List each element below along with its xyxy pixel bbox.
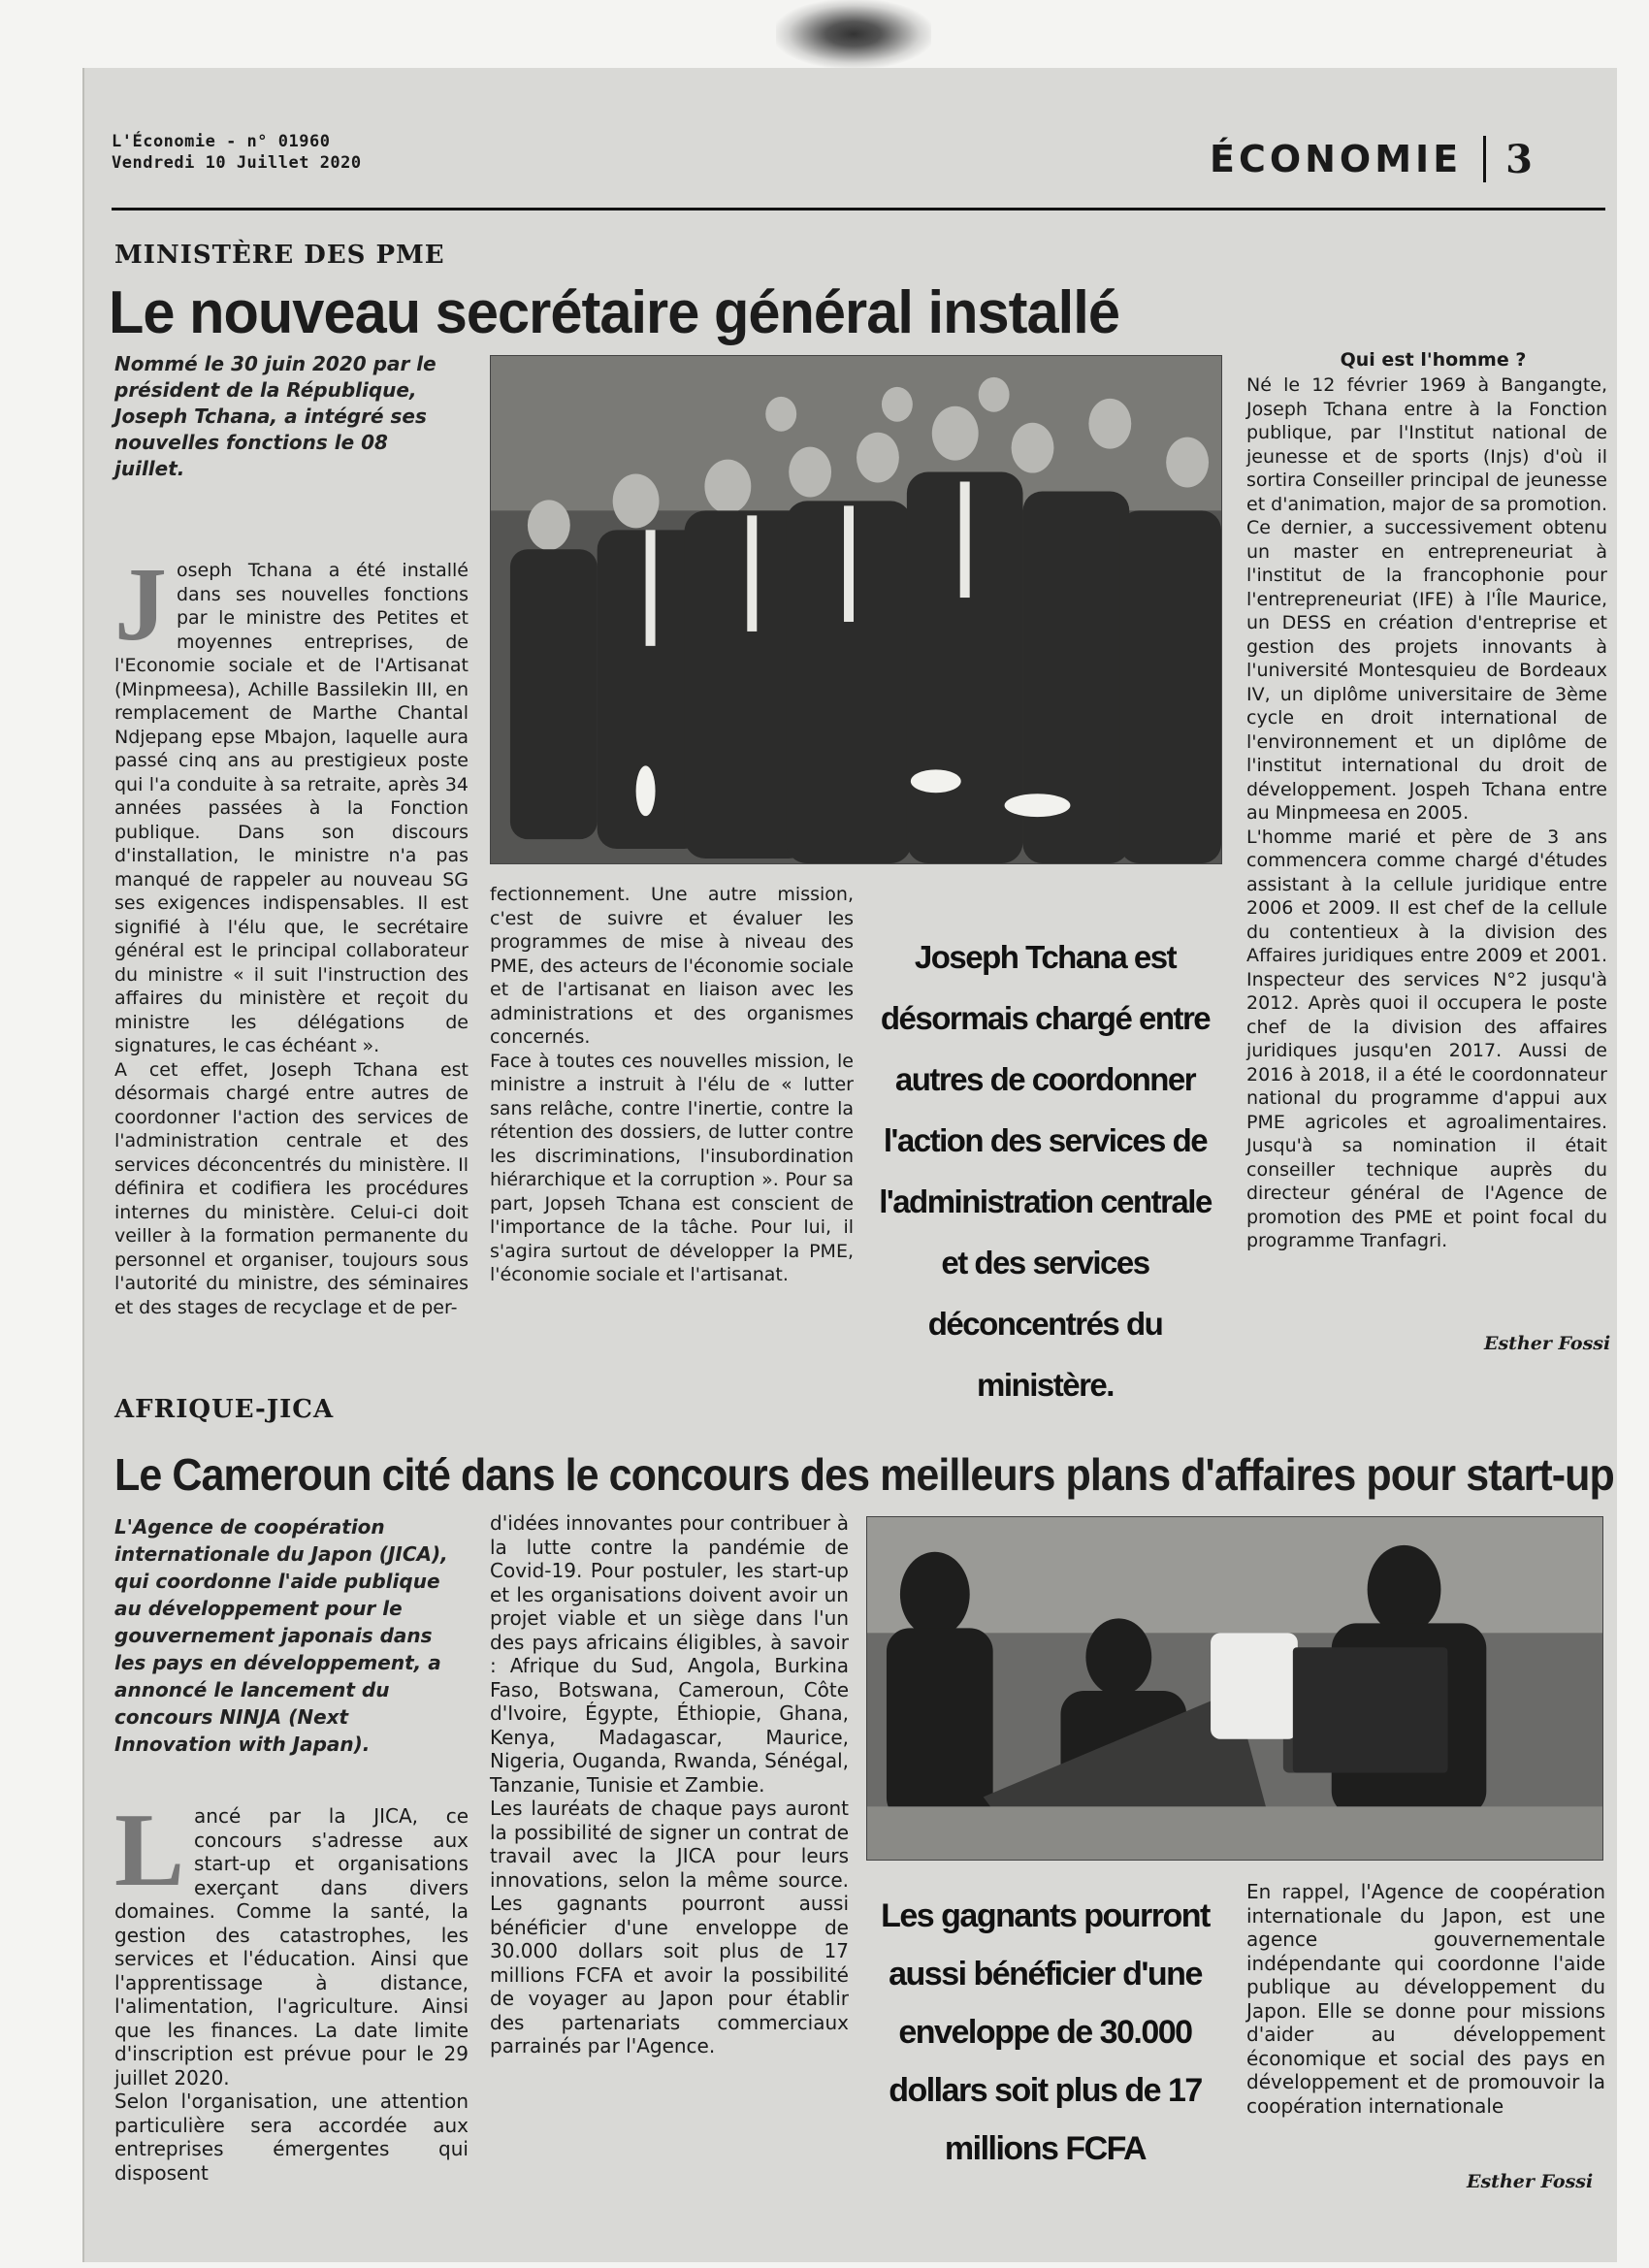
article2-byline: Esther Fossi	[1467, 2171, 1594, 2192]
article1-dropcap: J	[114, 547, 167, 663]
section-rubric: ÉCONOMIE	[1210, 136, 1486, 182]
article2-col2b-text: Les lauréats de chaque pays auront la possibilité de signer un contrat de travail avec la JICA pour leurs innovations, selon la même source. Les gagnants pourront aussi bénéficier d'une enveloppe de 30.000 dollars soit plus de 17 millions FCFA et avoir la possibilité de voyager au Japon pour établir des partenariats commerciaux parrainés par l'Agence.	[490, 1797, 849, 2057]
article1-headline: Le nouveau secrétaire général installé	[109, 279, 1119, 346]
header-rule	[112, 208, 1605, 211]
article2-headline: Le Cameroun cité dans le concours des meilleurs plans d'affaires pour start-up	[114, 1449, 1614, 1500]
article1-chapo: Nommé le 30 juin 2020 par le président de la République, Joseph Tchana, a intégré ses nouvelles fonctions le 08 juillet.	[114, 352, 436, 480]
edition-number: L'Économie - n° 01960	[112, 132, 331, 151]
masthead-info	[112, 131, 362, 174]
article1-col1-text: oseph Tchana a été installé dans ses nouvelles fonctions par le ministre des Petites et moyennes entreprises, de l'Economie sociale et de l'Artisanat (Minpmeesa), Achille Bassilekin III, en remplacement de Marthe Chantal Ndjepang epse Mbajon, laquelle aura passé cinq ans au prestigieux poste qui l'a conduite à sa retraite, après 34 années passées à la Fonction publique. Dans son discours d'installation, le ministre n'a pas manqué de rappeler au nouveau SG ses exigences indispensables. Il est signifié à l'élu que, le secrétaire général est le principal collaborateur du ministre « il suit l'instruction des affaires du ministère et reçoit du ministre les délégations de signatures, le cas échéant ».	[114, 560, 469, 1056]
article2-kicker: AFRIQUE-JICA	[114, 1395, 335, 1424]
section-header	[1210, 136, 1533, 182]
article1-column-1	[114, 547, 469, 1319]
sidebar-title: Qui est l'homme ?	[1340, 349, 1527, 371]
article2-photo	[866, 1516, 1603, 1861]
article1-column-2	[490, 883, 854, 1287]
article2-column-3	[1246, 1880, 1605, 2118]
page-number: 3	[1505, 136, 1533, 182]
article2-col3-text: En rappel, l'Agence de coopération internationale du Japon, est une agence gouvernementale indépendante qui coordonne l'aide publique au développement du Japon. Elle se donne pour missions d'aider au développement économique et social des pays en développement et de promouvoir la coopération internationale	[1246, 1880, 1605, 2118]
article2-col1-text: ancé par la JICA, ce concours s'adresse aux start-up et organisations exerçant dans divers domaines. Comme la santé, la gestion des catastrophes, les services et l'éducation. Ainsi que l'apprentissage à distance, l'alimentation, l'agriculture. Ainsi que les finances. La date limite d'inscription est prévue pour le 29 juillet 2020.	[114, 1804, 469, 2090]
article1-kicker: MINISTÈRE DES PME	[114, 241, 445, 270]
article1-col2b-text: Face à toutes ces nouvelles mission, le ministre a instruit à l'élu de « lutter sans relâche, contre l'inertie, contre la rétention des dossiers, de lutter contre les discriminations, l'insubordination hiérarchique et la corruption ». Pour sa part, Jopseh Tchana est conscient de l'importance de la tâche. Pour lui, il s'agira surtout de développer la PME, l'économie sociale et l'artisanat.	[490, 1050, 854, 1285]
article1-byline: Esther Fossi	[1484, 1333, 1611, 1354]
article2-col1b-text: Selon l'organisation, une attention particulière sera accordée aux entreprises émergentes qui disposent	[114, 2090, 469, 2185]
article1-pullquote: Joseph Tchana est désormais chargé entre autres de coordonner l'action des services de l'administration centrale et des services déconcentrés du ministère.	[879, 939, 1212, 1403]
article1-col2a-text: fectionnement. Une autre mission, c'est de suivre et évaluer les programmes de mise à niveau des PME, des acteurs de l'économie sociale et de l'artisanat en liaison avec les administrations et des organismes concernés.	[490, 884, 854, 1048]
article1-col1b-text: A cet effet, Joseph Tchana est désormais chargé entre autres de coordonner l'action des services de l'administration centrale et des services déconcentrés du ministère. Il définira et codifiera les procédures internes du ministère. Celui-ci doit veiller à la formation permanente du personnel et organiser, toujours sous l'autorité du ministre, des séminaires et des stages de recyclage et de per-	[114, 1058, 469, 1318]
article2-dropcap: L	[114, 1793, 185, 1908]
article2-column-2	[490, 1511, 849, 2058]
article2-column-1	[114, 1793, 469, 2185]
issue-date: Vendredi 10 Juillet 2020	[112, 153, 362, 173]
article2-pullquote: Les gagnants pourront aussi bénéficier d'une enveloppe de 30.000 dollars soit plus de 17 millions FCFA	[881, 1897, 1210, 2167]
article2-col2a-text: d'idées innovantes pour contribuer à la lutte contre la pandémie de Covid-19. Pour postuler, les start-up et les organisations doivent avoir un projet viable et un siège dans l'un des pays africains éligibles, à savoir : Afrique du Sud, Angola, Burkina Faso, Botswana, Cameroun, Côte d'Ivoire, Égypte, Éthiopie, Ghana, Kenya, Madagascar, Maurice, Nigeria, Ouganda, Rwanda, Sénégal, Tanzanie, Tunisie et Zambie.	[490, 1511, 849, 1797]
sidebar-paragraph-2: L'homme marié et père de 3 ans commencera comme chargé d'études assistant à la cellule juridique entre 2006 et 2009. Il est chef de la cellule du contentieux à la division des Affaires juridiques entre 2009 et 2001. Inspecteur des services N°2 jusqu'à 2012. Après quoi il occupera le poste chef de la division des affaires juridiques jusqu'en 2017. Aussi de 2016 à 2018, il a été le coordonnateur national du programme d'appui aux PME agricoles et agroalimentaires. Jusqu'à sa nomination il était conseiller technique auprès du directeur général de l'Agence de promotion des PME et point focal du programme Tranfagri.	[1246, 826, 1607, 1251]
ink-smudge	[776, 0, 931, 68]
article1-photo	[490, 355, 1222, 864]
sidebar-text	[1246, 373, 1607, 1253]
sidebar-paragraph-1: Né le 12 février 1969 à Bangangte, Joseph Tchana entre à la Fonction publique, par l'Institut national de jeunesse et de sports (Injs) d'où il sortira Conseiller principal de jeunesse et d'animation, major de sa promotion. Ce dernier, a successivement obtenu un master en entrepreneuriat à l'institut de la francophonie pour l'entrepreneuriat (IFE) à l'Île Maurice, un DESS en création d'entreprise et gestion des projets innovants à l'université Montesquieu de Bordeaux IV, un diplôme universitaire de 3ème cycle en droit international de l'environnement et un diplôme de l'institut international du droit de développement. Jospeh Tchana entre au Minpmeesa en 2005.	[1246, 374, 1607, 824]
article2-chapo: L'Agence de coopération internationale du Japon (JICA), qui coordonne l'aide publique au développement pour le gouvernement japonais dans les pays en développement, a annoncé le lancement du concours NINJA (Next Innovation with Japan).	[114, 1515, 448, 1756]
